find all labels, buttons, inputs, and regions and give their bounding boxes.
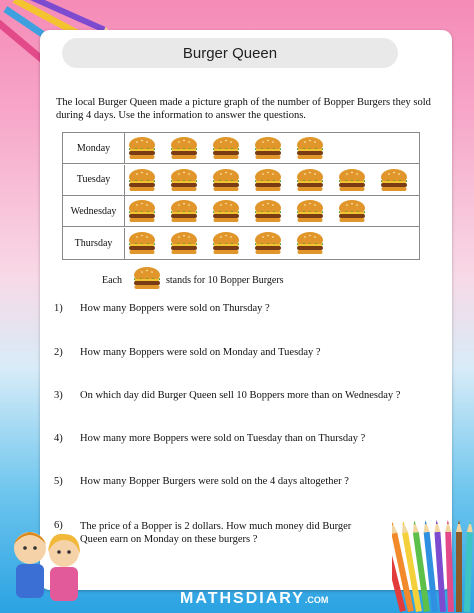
burger-icon	[169, 136, 199, 161]
question-text: How many more Boppers were sold on Tuesday than on Thursday ?	[80, 433, 366, 444]
burger-icon	[127, 168, 157, 193]
day-label: Monday	[63, 133, 125, 163]
question-text: On which day did Burger Queen sell 10 Boppers more than on Wednesday ?	[80, 390, 401, 401]
burger-icon	[169, 199, 199, 224]
question-text: The price of a Bopper is 2 dollars. How much money did Burger Queen earn on Monday on these burgers ?	[80, 521, 352, 545]
key-label: stands for 10 Bopper Burgers	[166, 275, 284, 286]
question-text: How many Bopper Burgers were sold on the 4 days altogether ?	[80, 476, 349, 487]
graph-row	[63, 228, 419, 259]
burger-icon	[379, 168, 409, 193]
page-title: Burger Queen	[182, 44, 278, 62]
question-text: How many Boppers were sold on Monday and Tuesday ?	[80, 347, 321, 358]
intro-text: The local Burger Queen made a picture graph of the number of Bopper Burgers they sold during 4 days. Use the information to answer the questions.	[56, 97, 431, 121]
burger-icon	[295, 231, 325, 256]
kids-illustration	[2, 518, 94, 613]
burger-icon	[253, 168, 283, 193]
question-number: 1)	[54, 303, 63, 314]
burger-icon	[337, 199, 367, 224]
burger-icon	[211, 199, 241, 224]
burger-icon	[127, 231, 157, 256]
picture-graph	[62, 132, 420, 260]
question-number: 4)	[54, 433, 63, 444]
brand-suffix: .COM	[304, 595, 329, 605]
graph-row	[63, 133, 419, 164]
question-number: 2)	[54, 347, 63, 358]
burger-icon	[211, 168, 241, 193]
key-each: Each	[102, 275, 122, 286]
coloured-pencils-illustration	[392, 512, 474, 613]
question-text: How many Boppers were sold on Thursday ?	[80, 303, 270, 314]
burger-icon	[253, 136, 283, 161]
burger-icon	[337, 168, 367, 193]
burger-icon	[295, 168, 325, 193]
burger-icon	[295, 199, 325, 224]
graph-row	[63, 165, 419, 196]
brand-name: MATHSDIARY	[180, 590, 305, 607]
burger-icon	[295, 136, 325, 161]
burger-icon	[169, 231, 199, 256]
burger-icon	[169, 168, 199, 193]
day-label: Thursday	[63, 228, 125, 259]
question-number: 3)	[54, 390, 63, 401]
day-label: Wednesday	[63, 196, 125, 226]
burger-icon	[127, 136, 157, 161]
burger-icon	[211, 231, 241, 256]
burger-icon	[132, 266, 162, 291]
question-number: 5)	[54, 476, 63, 487]
day-label: Tuesday	[63, 165, 125, 195]
graph-row	[63, 196, 419, 227]
title-bar	[62, 38, 398, 68]
burger-icon	[253, 199, 283, 224]
burger-icon	[211, 136, 241, 161]
brand-logo	[180, 590, 328, 608]
question-number: 6)	[54, 520, 63, 531]
burger-icon	[253, 231, 283, 256]
burger-icon	[127, 199, 157, 224]
